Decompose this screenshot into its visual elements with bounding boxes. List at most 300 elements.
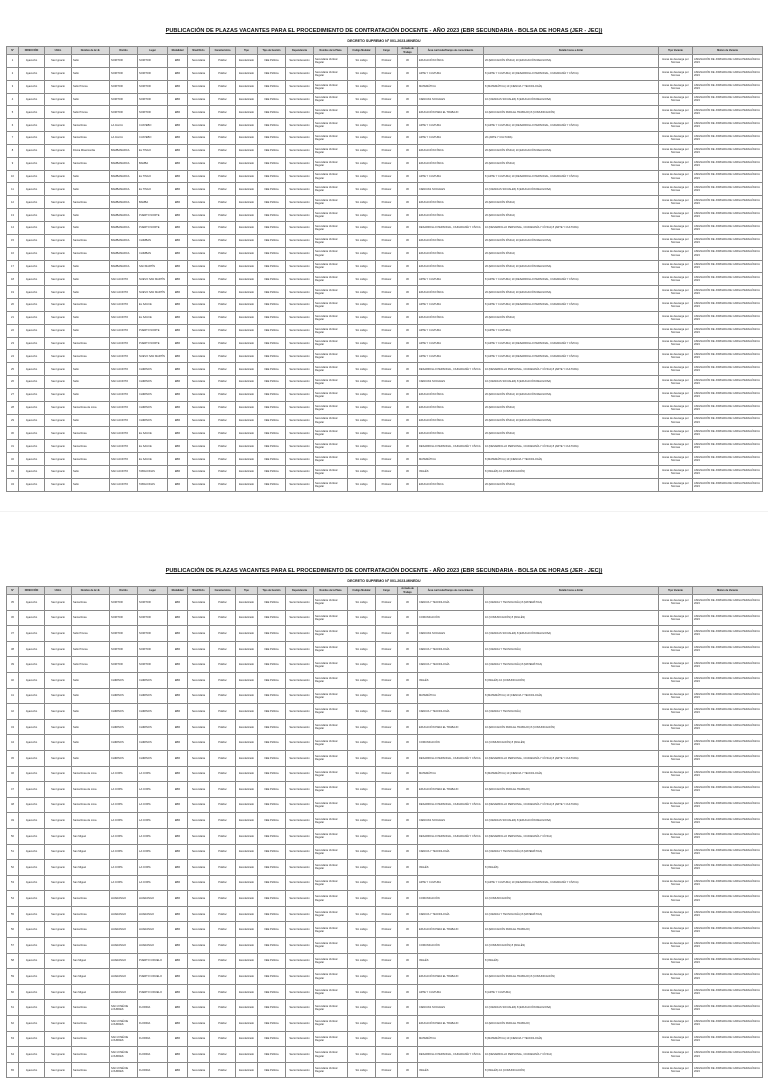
table-cell: Horas de descarga por Normas: [659, 610, 693, 626]
table-cell: Escolarizado: [236, 55, 258, 68]
table-cell: IIEE Pública: [258, 80, 286, 93]
table-cell: Escolarizado: [236, 672, 258, 688]
table-cell: Escolarizado: [236, 875, 258, 891]
table-cell: SAN JACINTO: [110, 324, 138, 337]
table-cell: Sin código: [348, 766, 376, 782]
column-header: Dependencia: [286, 47, 314, 55]
table-cell: EBR: [168, 672, 188, 688]
table-cell: 50: [7, 828, 19, 844]
table-cell: San Ignacio: [45, 80, 72, 93]
table-cell: DESARROLLO PERSONAL, CIUDADANÍA Y CÍVICA: [418, 797, 484, 813]
table-cell: CHIRINOS: [110, 704, 138, 720]
table-cell: Secundaria: [188, 891, 210, 907]
table-cell: Ayacucho: [19, 478, 45, 491]
table-cell: 30: [398, 401, 418, 414]
table-cell: Ayacucho: [19, 719, 45, 735]
table-cell: EBR: [168, 953, 188, 969]
table-cell: San Ignacio: [45, 641, 72, 657]
table-cell: CHIRINOS: [138, 388, 168, 401]
table-cell: Ayacucho: [19, 860, 45, 876]
table-cell: ARTE Y CULTURA: [418, 273, 484, 286]
table-cell: Sector Educación: [286, 273, 314, 286]
table-cell: ASIGNACIÓN DE JORNADA DE CARGA PEDAGÓGICA 2023: [693, 813, 763, 829]
table-cell: IIEE Pública: [258, 719, 286, 735]
table-cell: 59: [7, 969, 19, 985]
table-cell: Santa Rosa: [72, 1000, 110, 1016]
table-cell: San Ignacio: [45, 363, 72, 376]
table-cell: 10 (CIENCIAS SOCIALES) 8 (EDUCACIÓN RELIGIOSA): [484, 93, 659, 106]
table-cell: SORITOR: [110, 67, 138, 80]
table-cell: Polidoc: [210, 170, 236, 183]
column-header: Dependencia: [286, 587, 314, 595]
table-cell: CHIRINOS: [110, 750, 138, 766]
table-cell: IIEE Pública: [258, 844, 286, 860]
table-cell: Santa Rosa: [72, 610, 110, 626]
table-cell: Secundaria: [188, 132, 210, 145]
table-cell: San Ignacio: [45, 170, 72, 183]
table-cell: EDUCACIÓN PARA EL TRABAJO: [418, 719, 484, 735]
table-header-row: [7, 47, 763, 55]
table-cell: 30: [398, 891, 418, 907]
table-cell: EBR: [168, 414, 188, 427]
table-cell: SORITOR: [138, 595, 168, 611]
table-cell: ASIGNACIÓN DE JORNADA DE CARGA PEDAGÓGICA 2023: [693, 55, 763, 68]
table-cell: IIEE Pública: [258, 860, 286, 876]
table-cell: 54: [7, 891, 19, 907]
table-cell: Secundaria Vertical Regular: [314, 157, 348, 170]
table-cell: Ayacucho: [19, 1016, 45, 1032]
table-cell: Sin código: [348, 196, 376, 209]
table-cell: Secundaria Vertical Regular: [314, 797, 348, 813]
table-cell: San Ignacio: [45, 478, 72, 491]
table-cell: Sin código: [348, 595, 376, 611]
table-cell: ASIGNACIÓN DE JORNADA DE CARGA PEDAGÓGICA 2023: [693, 626, 763, 642]
table-cell: Polidoc: [210, 209, 236, 222]
table-cell: Ayacucho: [19, 750, 45, 766]
table-cell: SORITOR: [110, 626, 138, 642]
table-cell: Ayacucho: [19, 953, 45, 969]
table-cell: Secundaria Vertical Regular: [314, 906, 348, 922]
table-cell: Profesor: [376, 595, 398, 611]
table-cell: 18: [7, 273, 19, 286]
table-cell: EL SAUCE: [138, 427, 168, 440]
table-cell: 30: [398, 688, 418, 704]
table-cell: EDUCACIÓN FÍSICA: [418, 401, 484, 414]
table-cell: 10 (EDUCACIÓN PARA EL TRABAJO) 8 (COMUNICACIÓN): [484, 969, 659, 985]
table-cell: Sello: [72, 183, 110, 196]
table-cell: ASIGNACIÓN DE JORNADA DE CARGA PEDAGÓGICA 2023: [693, 132, 763, 145]
table-cell: Ayacucho: [19, 844, 45, 860]
table-cell: Sin código: [348, 1016, 376, 1032]
table-cell: 27: [7, 388, 19, 401]
table-cell: Sector Educación: [286, 766, 314, 782]
table-cell: Profesor: [376, 922, 398, 938]
table-cell: Polidoc: [210, 427, 236, 440]
table-cell: EBR: [168, 595, 188, 611]
table-cell: Profesor: [376, 247, 398, 260]
table-cell: 30: [398, 376, 418, 389]
table-cell: Secundaria: [188, 1000, 210, 1016]
table-cell: Sector Educación: [286, 984, 314, 1000]
table-cell: 8 (MATEMÁTICA) 10 (CIENCIA Y TECNOLOGÍA): [484, 766, 659, 782]
table-cell: San Miguel: [72, 860, 110, 876]
table-cell: Escolarizado: [236, 626, 258, 642]
table-cell: 48: [7, 797, 19, 813]
table-cell: Secundaria: [188, 260, 210, 273]
table-cell: 53: [7, 875, 19, 891]
table-cell: Sin código: [348, 860, 376, 876]
column-header: Nº: [7, 587, 19, 595]
table-cell: EBR: [168, 93, 188, 106]
table-cell: IIEE Pública: [258, 969, 286, 985]
table-cell: EBR: [168, 273, 188, 286]
table-cell: ASIGNACIÓN DE JORNADA DE CARGA PEDAGÓGICA 2023: [693, 1062, 763, 1078]
table-cell: San Ignacio: [45, 844, 72, 860]
table-cell: Secundaria: [188, 1031, 210, 1047]
table-cell: Polidoc: [210, 641, 236, 657]
table-cell: 30: [398, 350, 418, 363]
table-cell: 17: [7, 260, 19, 273]
table-cell: 60: [7, 984, 19, 1000]
table-cell: 20 (EDUCACIÓN FÍSICA): [484, 478, 659, 491]
table-cell: Ayacucho: [19, 183, 45, 196]
table-cell: DESARROLLO PERSONAL, CIUDADANÍA Y CÍVICA: [418, 828, 484, 844]
table-cell: Secundaria Vertical Regular: [314, 350, 348, 363]
table-cell: Secundaria Vertical Regular: [314, 106, 348, 119]
table-cell: Polidoc: [210, 657, 236, 673]
table-cell: IIEE Pública: [258, 641, 286, 657]
table-cell: Sector Educación: [286, 610, 314, 626]
table-cell: Secundaria Vertical Regular: [314, 750, 348, 766]
table-cell: Secundaria Vertical Regular: [314, 119, 348, 132]
table-row: [7, 453, 763, 466]
table-cell: Profesor: [376, 286, 398, 299]
table-cell: IIEE Pública: [258, 735, 286, 751]
table-cell: Secundaria: [188, 922, 210, 938]
table-cell: Ayacucho: [19, 55, 45, 68]
table-cell: Polidoc: [210, 953, 236, 969]
table-cell: IIEE Pública: [258, 363, 286, 376]
table-cell: Horas de descarga por Normas: [659, 55, 693, 68]
table-cell: Sin código: [348, 688, 376, 704]
table-cell: 30: [398, 750, 418, 766]
table-cell: Profesor: [376, 610, 398, 626]
table-cell: Ayacucho: [19, 247, 45, 260]
column-header: Característica: [210, 587, 236, 595]
table-cell: San Ignacio: [45, 735, 72, 751]
table-cell: Sin código: [348, 337, 376, 350]
table-cell: Sello: [72, 478, 110, 491]
table-cell: IIEE Pública: [258, 626, 286, 642]
table-cell: Profesor: [376, 688, 398, 704]
table-cell: EDUCACIÓN FÍSICA: [418, 414, 484, 427]
table-cell: Profesor: [376, 1031, 398, 1047]
table-cell: 30: [7, 427, 19, 440]
table-cell: Divina Misericordia: [72, 144, 110, 157]
table-cell: Escolarizado: [236, 132, 258, 145]
table-cell: Sector Educación: [286, 875, 314, 891]
table-cell: Profesor: [376, 93, 398, 106]
table-cell: 10 (CIENCIAS SOCIALES) 8 (EDUCACIÓN RELIGIOSA): [484, 183, 659, 196]
table-cell: Horas de descarga por Normas: [659, 324, 693, 337]
table-cell: Sector Educación: [286, 55, 314, 68]
table-cell: Horas de descarga por Normas: [659, 797, 693, 813]
table-cell: EDUCACIÓN PARA EL TRABAJO: [418, 106, 484, 119]
table-cell: CHIRINOS: [138, 750, 168, 766]
table-cell: 8 (INGLÉS) 10 (COMUNICACIÓN): [484, 672, 659, 688]
table-cell: Profesor: [376, 299, 398, 312]
table-cell: ASIGNACIÓN DE JORNADA DE CARGA PEDAGÓGICA 2023: [693, 766, 763, 782]
table-cell: ASIGNACIÓN DE JORNADA DE CARGA PEDAGÓGICA 2023: [693, 106, 763, 119]
table-cell: 30: [398, 719, 418, 735]
table-cell: 30: [398, 1016, 418, 1032]
table-cell: San Ignacio: [45, 1062, 72, 1078]
table-cell: Profesor: [376, 311, 398, 324]
column-header: Nivel/Ciclo: [188, 47, 210, 55]
table-cell: ASIGNACIÓN DE JORNADA DE CARGA PEDAGÓGICA 2023: [693, 875, 763, 891]
table-row: [7, 704, 763, 720]
table-cell: ASIGNACIÓN DE JORNADA DE CARGA PEDAGÓGICA 2023: [693, 388, 763, 401]
column-header: Jornada de Trabajo: [398, 47, 418, 55]
table-cell: EL SAUCE: [138, 299, 168, 312]
table-cell: Secundaria: [188, 610, 210, 626]
table-cell: Secundaria: [188, 376, 210, 389]
table-cell: 30: [398, 132, 418, 145]
table-cell: Sello: [72, 750, 110, 766]
table-cell: Secundaria Vertical Regular: [314, 93, 348, 106]
table-cell: Horas de descarga por Normas: [659, 350, 693, 363]
table-cell: Profesor: [376, 953, 398, 969]
table-row: [7, 363, 763, 376]
table-row: [7, 260, 763, 273]
table-cell: Ayacucho: [19, 337, 45, 350]
table-cell: IIEE Pública: [258, 376, 286, 389]
table-cell: 20 (EDUCACIÓN FÍSICA) 10 (EDUCACIÓN RELIGIOSA): [484, 414, 659, 427]
table-cell: Santa Rosa: [72, 132, 110, 145]
table-cell: Escolarizado: [236, 157, 258, 170]
table-cell: Secundaria: [188, 953, 210, 969]
table-cell: 30: [398, 427, 418, 440]
table-cell: Escolarizado: [236, 67, 258, 80]
table-cell: San Ignacio: [45, 273, 72, 286]
table-cell: ASIGNACIÓN DE JORNADA DE CARGA PEDAGÓGICA 2023: [693, 311, 763, 324]
table-cell: BAMBAMARCA: [110, 144, 138, 157]
table-cell: Secundaria: [188, 273, 210, 286]
table-cell: IIEE Pública: [258, 782, 286, 798]
table-cell: Secundaria Vertical Regular: [314, 1016, 348, 1032]
table-cell: San Ignacio: [45, 782, 72, 798]
table-cell: BAMBAMARCA: [110, 157, 138, 170]
table-cell: Secundaria Vertical Regular: [314, 610, 348, 626]
table-cell: LA JALCA: [110, 132, 138, 145]
table-cell: IIEE Pública: [258, 119, 286, 132]
table-cell: Escolarizado: [236, 595, 258, 611]
table-cell: TABACONAS: [138, 466, 168, 479]
table-cell: Horas de descarga por Normas: [659, 144, 693, 157]
table-row: [7, 860, 763, 876]
table-cell: Secundaria Vertical Regular: [314, 440, 348, 453]
table-cell: Sin código: [348, 440, 376, 453]
table-cell: TABACONAS: [138, 478, 168, 491]
table-cell: Polidoc: [210, 478, 236, 491]
table-cell: 8: [7, 144, 19, 157]
table-cell: San Ignacio: [45, 466, 72, 479]
table-cell: Secundaria: [188, 704, 210, 720]
table-cell: ASIGNACIÓN DE JORNADA DE CARGA PEDAGÓGICA 2023: [693, 922, 763, 938]
page-subtitle: DECRETO SUPREMO Nº 001-2023-MINEDU: [347, 39, 421, 43]
table-cell: IIEE Pública: [258, 953, 286, 969]
table-cell: Polidoc: [210, 286, 236, 299]
table-cell: Horas de descarga por Normas: [659, 234, 693, 247]
table-cell: ASIGNACIÓN DE JORNADA DE CARGA PEDAGÓGICA 2023: [693, 376, 763, 389]
table-cell: Sector Educación: [286, 1016, 314, 1032]
table-cell: Polidoc: [210, 906, 236, 922]
table-cell: 20 (EDUCACIÓN FÍSICA) 10 (EDUCACIÓN RELIGIOSA): [484, 286, 659, 299]
table-cell: Profesor: [376, 478, 398, 491]
table-cell: Secundaria: [188, 750, 210, 766]
table-cell: ASIGNACIÓN DE JORNADA DE CARGA PEDAGÓGICA 2023: [693, 80, 763, 93]
table-cell: Secundaria: [188, 938, 210, 954]
table-cell: Secundaria: [188, 183, 210, 196]
column-header: Tipo Vacante: [659, 587, 693, 595]
table-cell: Escolarizado: [236, 234, 258, 247]
table-cell: Santa Rosa: [72, 299, 110, 312]
table-cell: Sello: [72, 414, 110, 427]
table-cell: ASIGNACIÓN DE JORNADA DE CARGA PEDAGÓGICA 2023: [693, 938, 763, 954]
table-cell: Profesor: [376, 170, 398, 183]
table-cell: 30: [398, 813, 418, 829]
table-cell: EBR: [168, 844, 188, 860]
table-cell: 61: [7, 1000, 19, 1016]
table-cell: Ayacucho: [19, 828, 45, 844]
table-cell: Secundaria Vertical Regular: [314, 782, 348, 798]
table-cell: Sin código: [348, 209, 376, 222]
table-row: [7, 750, 763, 766]
table-cell: 62: [7, 1016, 19, 1032]
table-cell: Sello Prisma: [72, 641, 110, 657]
column-header: Lugar: [138, 587, 168, 595]
table-cell: Escolarizado: [236, 324, 258, 337]
table-cell: IIEE Pública: [258, 478, 286, 491]
table-cell: Polidoc: [210, 247, 236, 260]
table-cell: 8 (ARTE Y CULTURA) 10 (DESARROLLO PERSONAL, CIUDADANÍA Y CÍVICA): [484, 337, 659, 350]
table-cell: Secundaria Vertical Regular: [314, 132, 348, 145]
table-cell: Escolarizado: [236, 350, 258, 363]
table-cell: Polidoc: [210, 1047, 236, 1063]
table-cell: Sector Educación: [286, 183, 314, 196]
table-cell: Escolarizado: [236, 453, 258, 466]
table-cell: Sello: [72, 311, 110, 324]
table-cell: 31: [7, 440, 19, 453]
table-row: [7, 157, 763, 170]
table-cell: Ayacucho: [19, 376, 45, 389]
table-cell: Sin código: [348, 453, 376, 466]
table-row: [7, 119, 763, 132]
column-header: Motivo de Vacante: [693, 47, 763, 55]
table-cell: Santa Rosa: [72, 1031, 110, 1047]
table-cell: BAMBAMARCA: [110, 170, 138, 183]
table-cell: Secundaria: [188, 906, 210, 922]
table-cell: Horas de descarga por Normas: [659, 969, 693, 985]
table-cell: SORITOR: [138, 626, 168, 642]
table-cell: Santa Rosa de Lima: [72, 813, 110, 829]
table-cell: BAMBA: [138, 157, 168, 170]
table-cell: EBR: [168, 828, 188, 844]
table-cell: Secundaria: [188, 401, 210, 414]
table-cell: 30: [398, 93, 418, 106]
table-cell: Polidoc: [210, 782, 236, 798]
table-cell: San Ignacio: [45, 260, 72, 273]
table-cell: DESARROLLO PERSONAL, CIUDADANÍA Y CÍVICA: [418, 440, 484, 453]
table-cell: San Ignacio: [45, 337, 72, 350]
table-cell: SAN JOSÉ DE LOURDES: [110, 1062, 138, 1078]
table-cell: 30: [398, 782, 418, 798]
table-cell: SORITOR: [110, 657, 138, 673]
table-cell: Ayacucho: [19, 234, 45, 247]
table-cell: Secundaria Vertical Regular: [314, 1000, 348, 1016]
table-cell: Sector Educación: [286, 641, 314, 657]
table-cell: EBR: [168, 376, 188, 389]
table-row: [7, 299, 763, 312]
table-cell: 10 (DESARROLLO PERSONAL, CIUDADANÍA Y CÍVICA) 8 (ARTE Y CULTURA): [484, 750, 659, 766]
table-cell: CHIRINOS: [110, 688, 138, 704]
table-cell: Polidoc: [210, 453, 236, 466]
table-cell: 10 (CIENCIAS SOCIALES) 8 (EDUCACIÓN RELIGIOSA): [484, 813, 659, 829]
table-cell: San Ignacio: [45, 221, 72, 234]
table-cell: Polidoc: [210, 984, 236, 1000]
table-cell: IIEE Pública: [258, 906, 286, 922]
table-cell: Sector Educación: [286, 860, 314, 876]
table-cell: Secundaria: [188, 828, 210, 844]
table-cell: Ayacucho: [19, 813, 45, 829]
table-cell: EBR: [168, 170, 188, 183]
table-cell: Secundaria: [188, 80, 210, 93]
table-cell: 30: [398, 299, 418, 312]
table-cell: EDUCACIÓN FÍSICA: [418, 196, 484, 209]
table-cell: ASIGNACIÓN DE JORNADA DE CARGA PEDAGÓGICA 2023: [693, 984, 763, 1000]
table-cell: Sin código: [348, 80, 376, 93]
table-row: [7, 828, 763, 844]
table-cell: Secundaria Vertical Regular: [314, 427, 348, 440]
table-cell: EBR: [168, 196, 188, 209]
table-cell: Santa Rosa: [72, 350, 110, 363]
table-cell: Sector Educación: [286, 735, 314, 751]
table-cell: 30: [398, 969, 418, 985]
table-cell: IIEE Pública: [258, 453, 286, 466]
table-cell: 30: [398, 1031, 418, 1047]
table-cell: Sector Educación: [286, 938, 314, 954]
table-cell: San Ignacio: [45, 209, 72, 222]
table-cell: Escolarizado: [236, 813, 258, 829]
table-cell: Sin código: [348, 157, 376, 170]
table-cell: EBR: [168, 969, 188, 985]
table-cell: Polidoc: [210, 440, 236, 453]
table-cell: Secundaria Vertical Regular: [314, 875, 348, 891]
column-header: Distrito: [110, 47, 138, 55]
table-cell: Ayacucho: [19, 67, 45, 80]
table-cell: ASIGNACIÓN DE JORNADA DE CARGA PEDAGÓGICA 2023: [693, 641, 763, 657]
table-cell: 37: [7, 626, 19, 642]
table-cell: Secundaria: [188, 478, 210, 491]
table-cell: SORITOR: [110, 93, 138, 106]
table-cell: 16: [7, 247, 19, 260]
table-cell: Polidoc: [210, 922, 236, 938]
table-cell: San Ignacio: [45, 813, 72, 829]
table-cell: Polidoc: [210, 766, 236, 782]
table-cell: Santa Rosa: [72, 906, 110, 922]
table-row: [7, 247, 763, 260]
table-cell: Secundaria Vertical Regular: [314, 324, 348, 337]
